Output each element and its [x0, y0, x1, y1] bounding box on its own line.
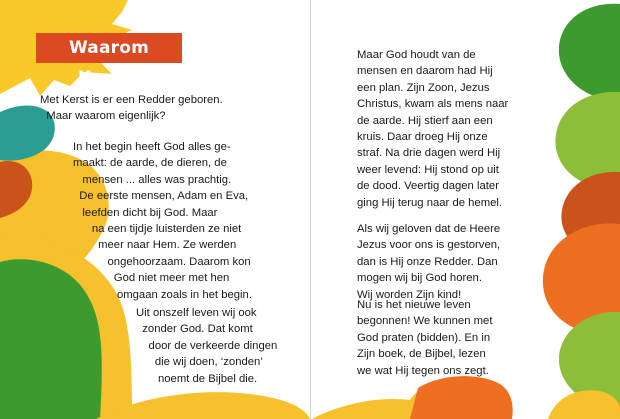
left-paragraph-sin: Uit onszelf leven wij ook zonder God. Dat komt door de verkeerde dingen die wij doen, ‘zonden’ noemt de Bijbel die. — [136, 307, 278, 385]
right-paragraph-new-life: Nu is het nieuwe leven begonnen! We kunnen met God praten (bidden). En in Zijn boek, de Bijbel, lezen we wat Hij tegen ons zegt. — [357, 299, 493, 377]
right-paragraph-savior: Als wij geloven dat de Heere Jezus voor ons is gestorven, dan is Hij onze Redder. Dan mogen wij bij God horen. Wij worden Zijn kind! — [357, 223, 501, 301]
right-blobs-illustration — [543, 4, 620, 419]
right-mounds-illustration — [312, 376, 513, 419]
page-title: Waarom Kerst? — [36, 33, 182, 63]
right-paragraph-plan: Maar God houdt van de mensen en daarom had Hij een plan. Zijn Zoon, Jezus Christus, kwam als mens naar de aarde. Hij stierf aan een kruis. Daar droeg Hij onze straf. Na drie dagen werd Hij weer levend: Hij stond op uit de dood. Veertig dagen later ging Hij terug naar de hemel. — [357, 49, 509, 209]
page-gutter — [310, 0, 311, 419]
left-paragraph-creation: In het begin heeft God alles ge- maakt: de aarde, de dieren, de mensen ... alles was prachtig. De eerste mensen, Adam en Eva, leefden dicht bij God. Maar na een tijdje luisterden ze niet meer naar Hem. Ze werden ongehoorzaam. Daarom kon God niet meer met hen omgaan zoals in het begin. — [73, 141, 252, 301]
left-paragraph-intro: Met Kerst is er een Redder geboren. Maar waarom eigenlijk? — [40, 94, 223, 123]
